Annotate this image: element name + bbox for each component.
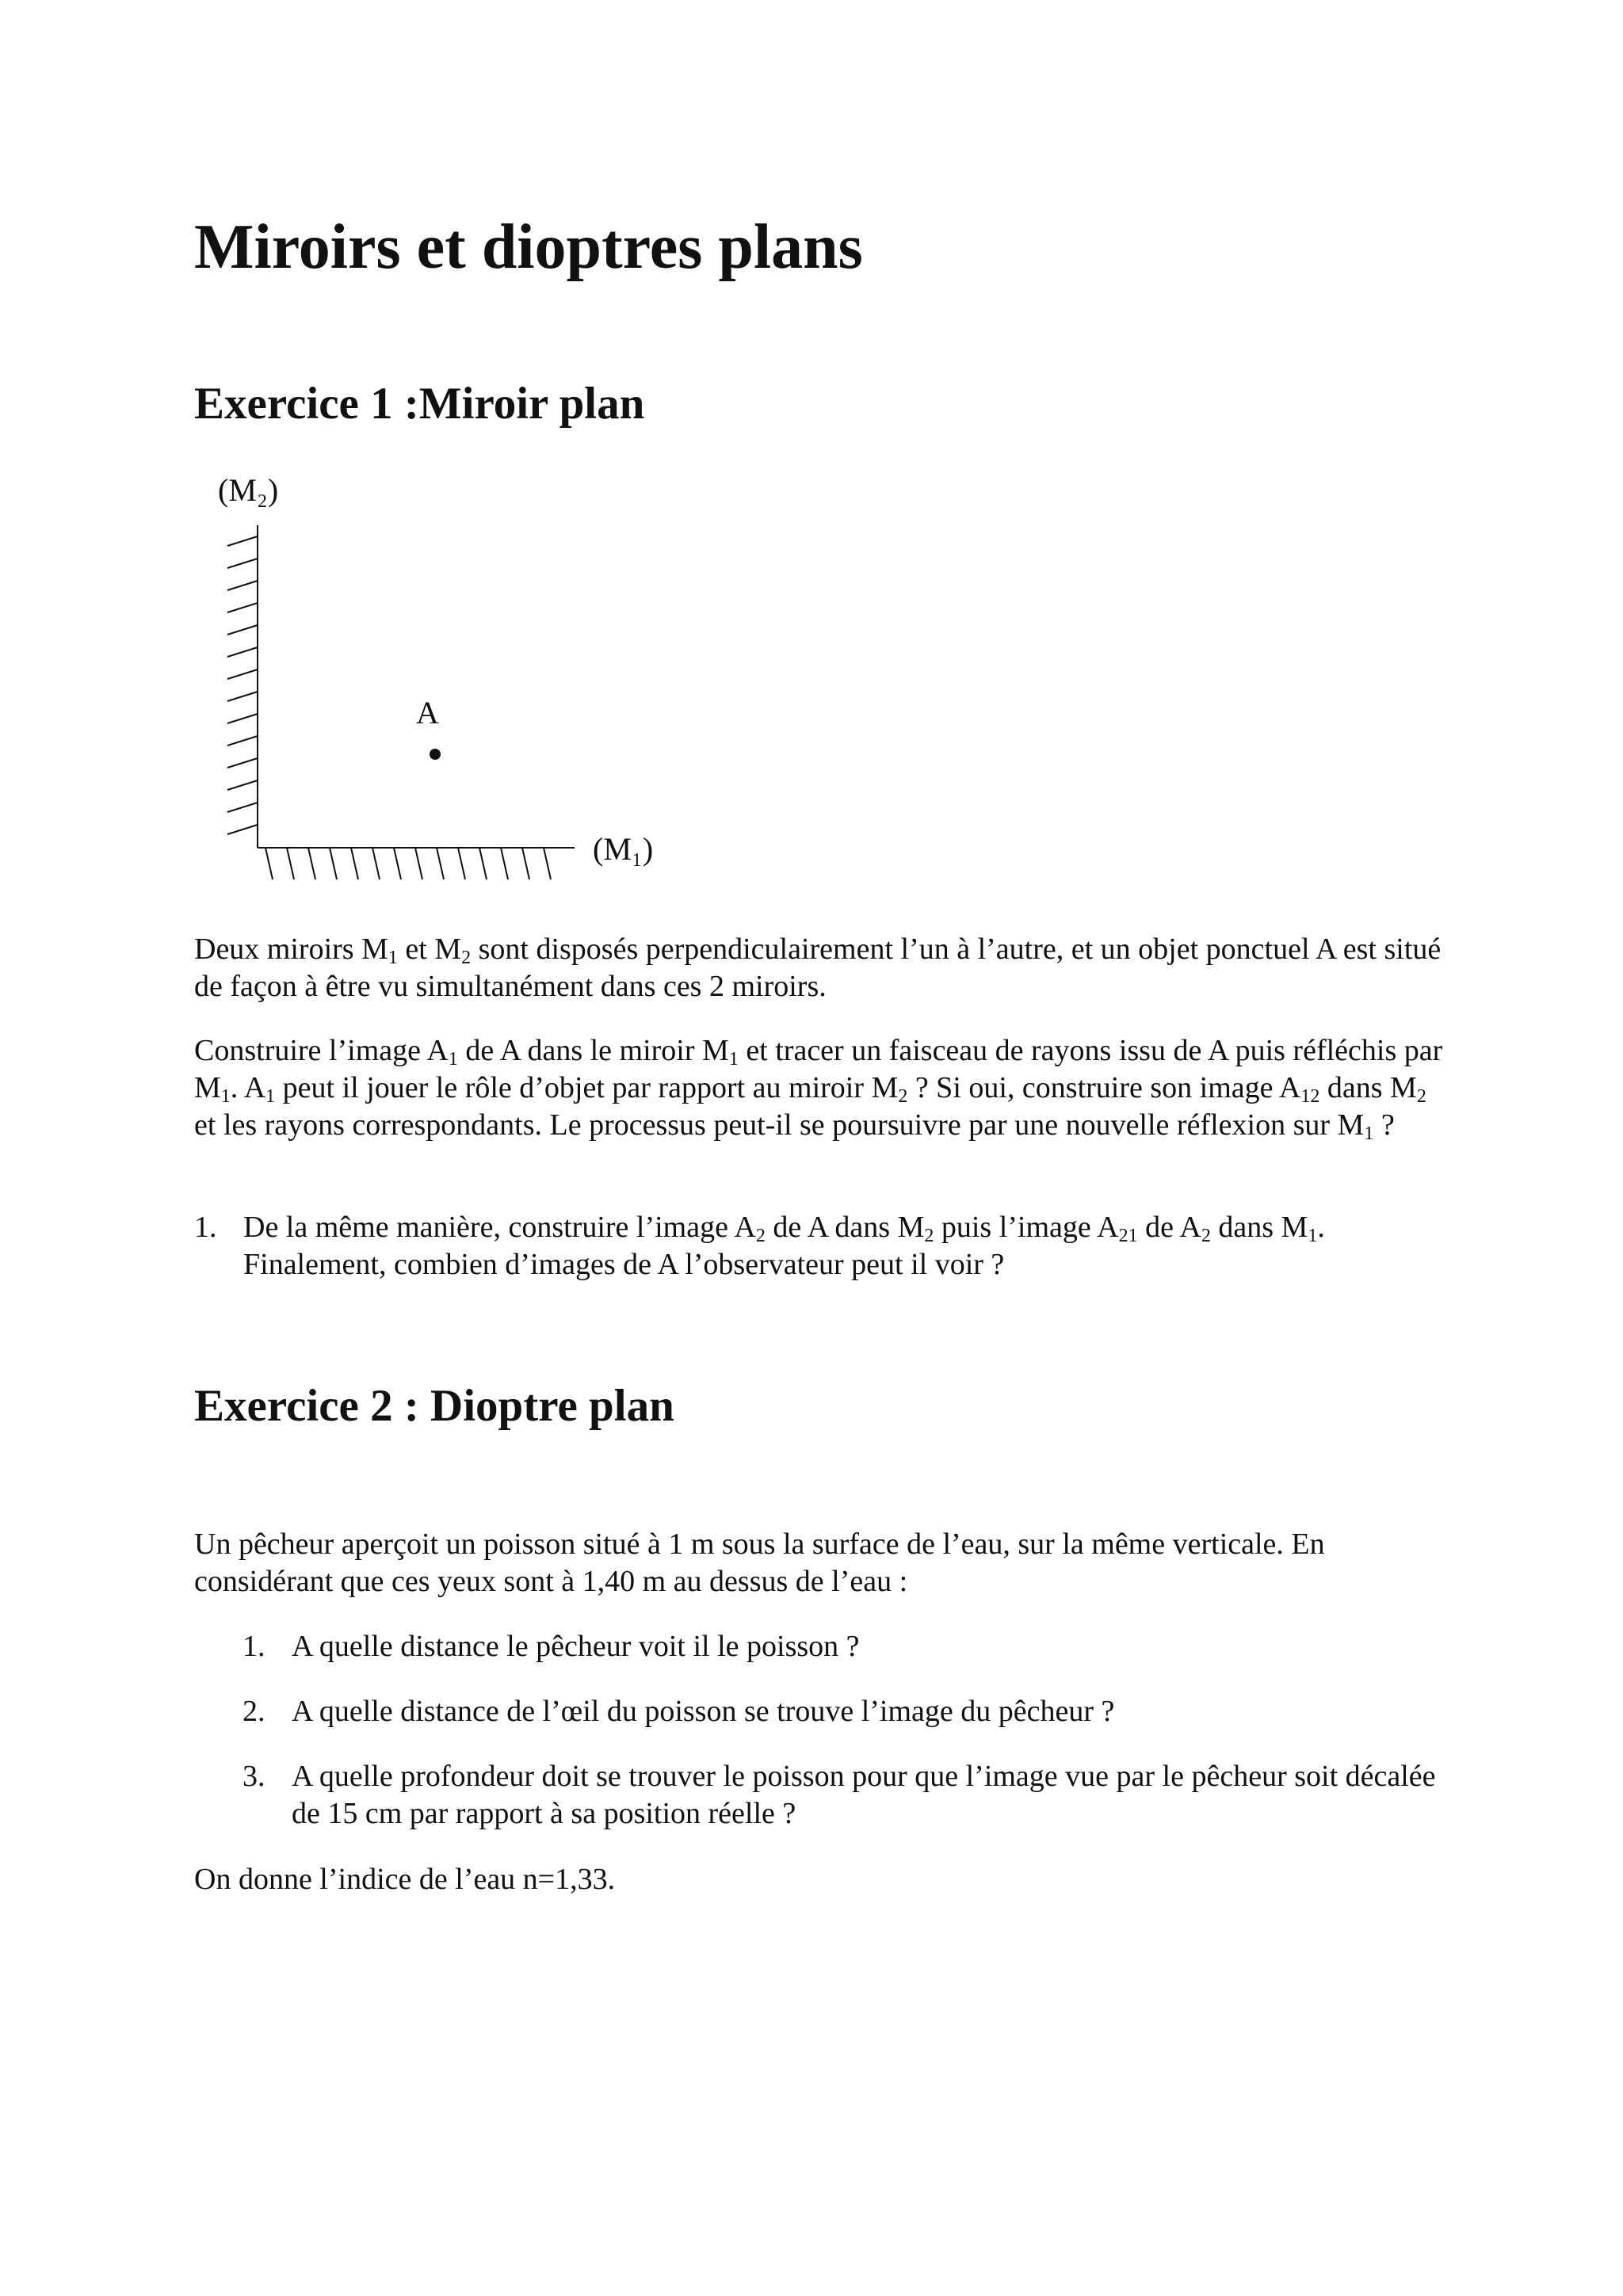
hatch-mark (265, 848, 273, 879)
page-title: Miroirs et dioptres plans (194, 212, 863, 282)
hatch-mark (308, 848, 315, 879)
hatch-mark (227, 758, 258, 768)
question-text: A quelle distance de l’œil du poisson se trouve l’image du pêcheur ? (292, 1695, 1115, 1728)
question-item-1 (242, 1628, 1447, 1665)
hatch-mark (544, 848, 551, 879)
hatch-mark (227, 803, 258, 812)
hatch-mark (394, 848, 401, 879)
point-a-label: A (416, 695, 439, 730)
hatch-mark (227, 780, 258, 790)
exercise-1-paragraph-2: Construire l’image $A_1$ de A dans le miroir $M_1$ et tracer un faisceau de rayons issu de A puis réfléchis par $M_1$. $A_1$ peut il jouer le rôle d’objet par rapport au miroir $M_2$ ? Si oui, construire son image $A_{12}$ dans $M_2$ et les rayons correspondants. Le processus peut-il se poursuivre par une nouvelle réflexion sur $M_1$ ? (194, 1034, 1443, 1144)
hatch-mark (227, 736, 258, 746)
hatch-mark (227, 603, 258, 612)
hatch-mark (501, 848, 508, 879)
hatch-mark (372, 848, 380, 879)
exercise-2-heading: Exercice 2 : Dioptre plan (194, 1381, 674, 1431)
hatch-mark (227, 625, 258, 635)
question-number: 3. (242, 1760, 265, 1793)
hatch-mark (227, 714, 258, 723)
exercise-2-intro: Un pêcheur aperçoit un poisson situé à 1 m sous la surface de l’eau, sur la même verticale. En considérant que ces yeux sont à 1,40 m au dessus de l’eau : (194, 1527, 1325, 1598)
exercise-1-list-item (194, 1209, 1462, 1283)
hatch-mark (227, 559, 258, 568)
question-text: A quelle profondeur doit se trouver le poisson pour que l’image vue par le pêcheur soit décalée de 15 cm par rapport à sa position réelle ? (292, 1760, 1436, 1830)
hatch-mark (458, 848, 465, 879)
mirror-m1-hatching (265, 848, 551, 879)
hatch-mark (415, 848, 422, 879)
question-item-2 (242, 1693, 1447, 1730)
hatch-mark (437, 848, 444, 879)
exercise-1-heading: Exercice 1 :Miroir plan (194, 379, 645, 429)
question-number: 1. (242, 1630, 265, 1663)
hatch-mark (227, 536, 258, 546)
list-item-text: De la même manière, construire l’image $A_2$ de A dans $M_2$ puis l’image $A_{21}$ de $A_2$ dans $M_1$. Finalement, combien d’images de A l’observateur peut il voir ? (243, 1211, 1325, 1281)
hatch-mark (227, 669, 258, 679)
question-text: A quelle distance le pêcheur voit il le poisson ? (292, 1630, 860, 1663)
exercise-2-note: On donne l’indice de l’eau n=1,33. (194, 1863, 616, 1896)
hatch-mark (227, 581, 258, 590)
hatch-mark (227, 692, 258, 701)
exercise-1-paragraph-1: Deux miroirs $M_1$ et $M_2$ sont disposés perpendiculairement l’un à l’autre, et un objet ponctuel A est situé de façon à être vu simultanément dans ces 2 miroirs. (194, 933, 1442, 1003)
mirror-m2-label: (M₂) (218, 472, 279, 508)
hatch-mark (522, 848, 529, 879)
hatch-mark (479, 848, 487, 879)
question-number: 2. (242, 1695, 265, 1728)
hatch-mark (227, 647, 258, 657)
hatch-mark (287, 848, 294, 879)
hatch-mark (227, 825, 258, 834)
point-a-dot (430, 749, 441, 760)
hatch-mark (330, 848, 337, 879)
mirrors-diagram (206, 463, 682, 891)
mirror-m2-hatching (227, 536, 258, 834)
question-item-3 (242, 1758, 1447, 1833)
mirror-m1-label: (M₁) (593, 831, 654, 867)
list-number: 1. (194, 1211, 217, 1244)
hatch-mark (351, 848, 358, 879)
